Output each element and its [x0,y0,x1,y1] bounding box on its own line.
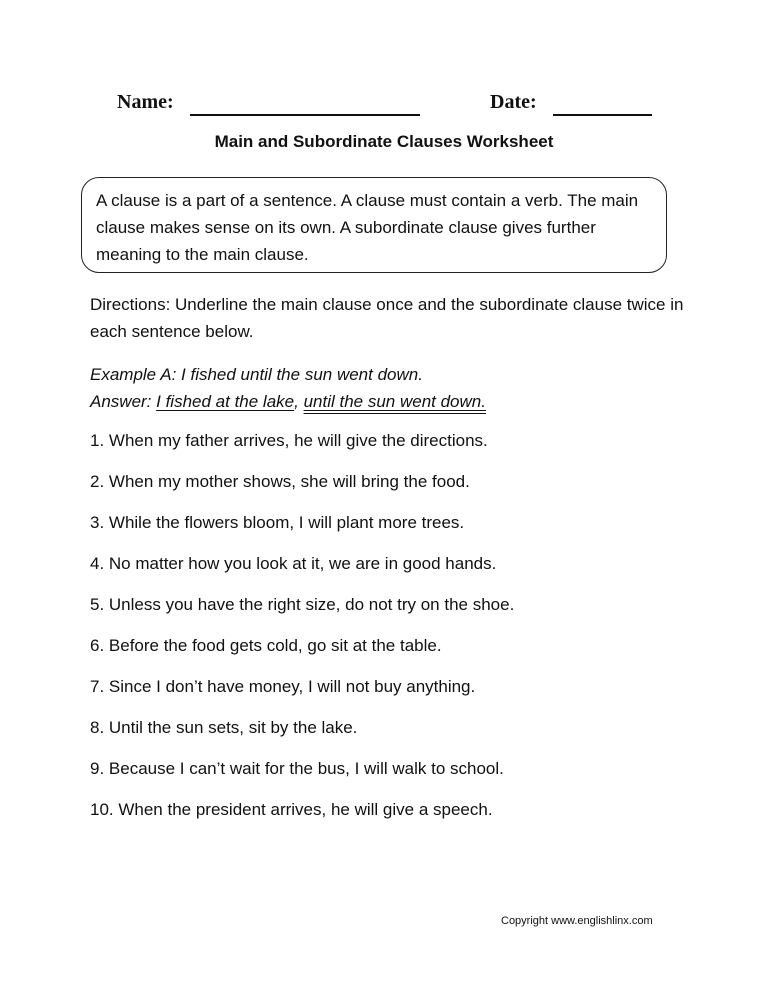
answer-main-clause: I fished at the lake [156,392,295,411]
sentence-item: 4. No matter how you look at it, we are in good hands. [90,554,497,573]
directions-text: Directions: Underline the main clause once and the subordinate clause twice in each sentence below. [90,295,684,341]
sentence-item: 3. While the flowers bloom, I will plant more trees. [90,513,465,532]
header-row [0,91,768,121]
sentence-item: 5. Unless you have the right size, do not try on the shoe. [90,595,515,614]
definition-box [81,177,667,273]
definition-text: A clause is a part of a sentence. A clause must contain a verb. The main clause makes sense on its own. A subordinate clause gives further meaning to the main clause. [96,191,639,264]
example-answer [90,388,710,415]
sentence-item: 1. When my father arrives, he will give the directions. [90,431,488,450]
answer-subordinate-clause: until the sun went down. [303,392,486,411]
sentence-item: 7. Since I don’t have money, I will not buy anything. [90,677,476,696]
example-block [90,361,710,415]
name-label: Name: [117,91,174,113]
date-label: Date: [490,91,537,113]
sentence-item: 6. Before the food gets cold, go sit at the table. [90,636,442,655]
sentence-item: 2. When my mother shows, she will bring the food. [90,472,470,491]
answer-separator: , [294,392,304,411]
worksheet-title: Main and Subordinate Clauses Worksheet [214,132,554,151]
name-blank-line [190,114,420,116]
sentence-item: 9. Because I can’t wait for the bus, I will walk to school. [90,759,504,778]
sentence-item: 10. When the president arrives, he will give a speech. [90,800,493,819]
copyright-text: Copyright www.englishlinx.com [501,915,653,927]
answer-prefix: Answer: [90,392,157,411]
sentence-item: 8. Until the sun sets, sit by the lake. [90,718,358,737]
date-blank-line [553,114,652,116]
example-line: Example A: I fished until the sun went down. [90,365,423,384]
